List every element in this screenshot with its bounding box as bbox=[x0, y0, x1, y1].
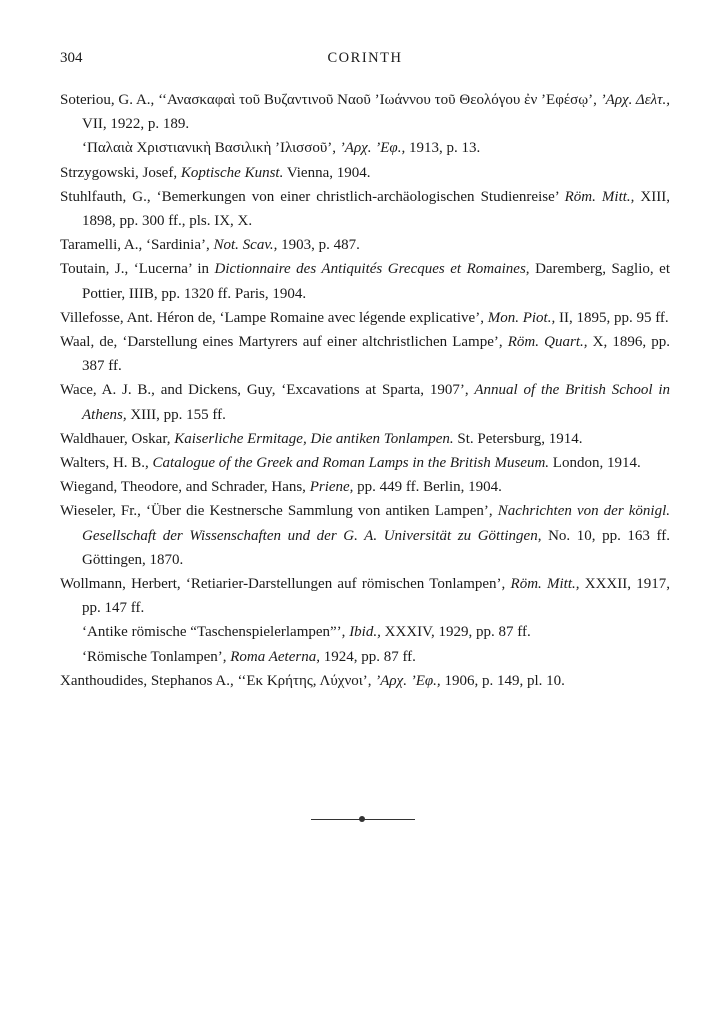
bibliography-entry bbox=[60, 185, 670, 233]
citation-text: II, 1895, pp. 95 ff. bbox=[555, 309, 669, 326]
citation-text: Wollmann, Herbert, ‘Retiarier-Darstellungen auf römischen Tonlampen’, bbox=[60, 576, 511, 593]
citation-text: Wiegand, Theodore, and Schrader, Hans, bbox=[60, 479, 310, 496]
citation-text: XIII, pp. 155 ff. bbox=[126, 406, 226, 423]
citation-title: Dictionnaire des Antiquités Grecques et Romaines, bbox=[214, 261, 530, 278]
citation-text: XIII, 1898, pp. 300 ff., pls. IX, X. bbox=[82, 188, 670, 230]
citation-title: Not. Scav., bbox=[213, 237, 278, 254]
citation-text: Villefosse, Ant. Héron de, ‘Lampe Romaine avec légende explicative’, bbox=[60, 309, 488, 326]
citation-text: VII, 1922, p. 189. bbox=[82, 116, 190, 133]
citation-text: ‘Antike römische “Taschenspielerlampen”’, bbox=[82, 624, 350, 641]
citation-title: ’Αρχ. ’Εφ., bbox=[339, 140, 406, 157]
bibliography-entry bbox=[60, 499, 670, 572]
citation-text: Soteriou, G. A., ‘‘Ανασκαφαὶ τοῦ Βυζαντινοῦ Ναοῦ ’Ιωάννου τοῦ Θεολόγου ἐν ’Εφέσῳ’, bbox=[60, 92, 601, 108]
bibliography-entry bbox=[60, 427, 670, 451]
bibliography-entry bbox=[60, 330, 670, 378]
citation-title: ’Αρχ. Δελτ., bbox=[600, 92, 670, 108]
bibliography-list bbox=[60, 88, 670, 693]
running-head: CORINTH bbox=[327, 50, 403, 66]
citation-title: Ibid., bbox=[349, 624, 381, 641]
bibliography-entry bbox=[60, 669, 670, 693]
citation-text: Stuhlfauth, G., ‘Bemerkungen von einer christlich-archäologischen Studienreise’ bbox=[60, 188, 565, 205]
bibliography-continuation bbox=[60, 136, 670, 160]
bibliography-entry bbox=[60, 378, 670, 426]
bibliography-entry bbox=[60, 572, 670, 620]
bibliography-entry bbox=[60, 257, 670, 305]
citation-text: Xanthoudides, Stephanos A., ‘‘Εκ Κρήτης, Λύχνοι’, bbox=[60, 672, 376, 689]
citation-text: XXXII, 1917, pp. 147 ff. bbox=[82, 576, 670, 617]
citation-text: Wieseler, Fr., ‘Über die Kestnersche Sammlung von antiken Lampen’, bbox=[60, 503, 498, 520]
bibliography-entry bbox=[60, 306, 670, 330]
citation-text: Waldhauer, Oskar, bbox=[60, 430, 175, 447]
citation-text: ‘Παλαιὰ Χριστιανικὴ Βασιλικὴ ’Ιλισσοῦ’, bbox=[82, 140, 340, 157]
citation-title: Catalogue of the Greek and Roman Lamps in the British Museum. bbox=[152, 455, 550, 472]
bibliography-entry bbox=[60, 233, 670, 257]
citation-text: Strzygowski, Josef, bbox=[60, 164, 181, 181]
citation-text: Taramelli, A., ‘Sardinia’, bbox=[60, 237, 214, 254]
citation-title: Röm. Mitt., bbox=[564, 188, 635, 205]
citation-title: Priene, bbox=[309, 479, 354, 496]
citation-text: No. 10, pp. 163 ff. Göttingen, 1870. bbox=[82, 527, 671, 568]
citation-text: St. Petersburg, 1914. bbox=[453, 430, 583, 447]
citation-text: ‘Römische Tonlampen’, bbox=[82, 648, 231, 665]
page-header bbox=[60, 50, 670, 72]
citation-text: Vienna, 1904. bbox=[283, 164, 371, 181]
citation-title: Mon. Piot., bbox=[487, 309, 556, 326]
citation-text: Daremberg, Saglio, et Pottier, IIIB, pp. 1320 ff. Paris, 1904. bbox=[82, 261, 670, 302]
page-number: 304 bbox=[60, 50, 83, 66]
citation-text: Waal, de, ‘Darstellung eines Martyrers auf einer altchristlichen Lampe’, bbox=[60, 334, 508, 351]
bibliography-continuation bbox=[60, 620, 670, 644]
citation-text: 1906, p. 149, pl. 10. bbox=[440, 672, 565, 689]
citation-title: ’Αρχ. ’Εφ., bbox=[375, 672, 441, 689]
citation-text: 1924, pp. 87 ff. bbox=[319, 648, 416, 665]
citation-text: Toutain, J., ‘Lucerna’ in bbox=[60, 261, 215, 278]
citation-title: Röm. Quart., bbox=[507, 334, 588, 351]
citation-text: London, 1914. bbox=[549, 455, 641, 472]
citation-text: Wace, A. J. B., and Dickens, Guy, ‘Excavations at Sparta, 1907’, bbox=[60, 382, 475, 399]
end-rule-ornament bbox=[359, 816, 365, 822]
citation-text: X, 1896, pp. 387 ff. bbox=[82, 334, 670, 375]
citation-title: Roma Aeterna, bbox=[230, 648, 320, 665]
citation-title: Röm. Mitt., bbox=[510, 576, 580, 593]
bibliography-entry bbox=[60, 161, 670, 185]
citation-title: Annual of the British School in Athens, bbox=[82, 382, 670, 423]
citation-title: Nachrichten von der königl. Gesellschaft der Wissenschaften und der G. A. Universität zu Göttingen, bbox=[82, 503, 670, 544]
citation-text: 1903, p. 487. bbox=[277, 237, 360, 254]
bibliography-entry bbox=[60, 88, 670, 136]
citation-text: XXXIV, 1929, pp. 87 ff. bbox=[380, 624, 531, 641]
citation-text: 1913, p. 13. bbox=[405, 140, 481, 157]
bibliography-continuation bbox=[60, 645, 670, 669]
citation-title: Koptische Kunst. bbox=[180, 164, 284, 181]
citation-title: Kaiserliche Ermitage, Die antiken Tonlampen. bbox=[174, 430, 454, 447]
bibliography-entry bbox=[60, 451, 670, 475]
bibliography-entry bbox=[60, 475, 670, 499]
citation-text: Walters, H. B., bbox=[60, 455, 153, 472]
citation-text: pp. 449 ff. Berlin, 1904. bbox=[353, 479, 502, 496]
